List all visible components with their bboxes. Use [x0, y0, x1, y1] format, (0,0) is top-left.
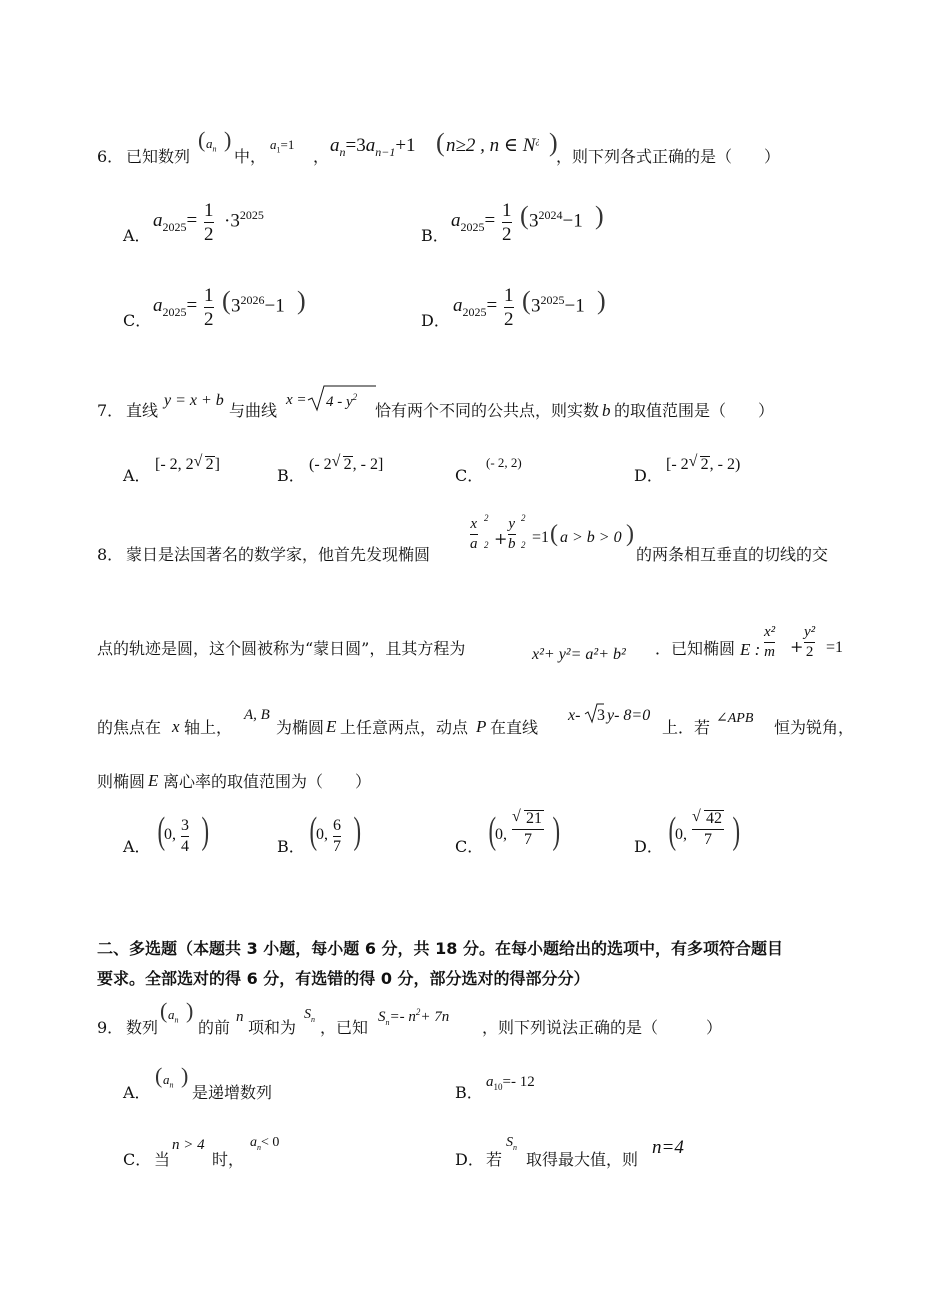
q6-brace-open: (	[198, 127, 206, 152]
q9-brace: (	[160, 998, 168, 1023]
section2-line1: 二、多选题（本题共 3 小题，每小题 6 分，共 18 分。在每小题给出的选项中，有多项符合题目	[97, 939, 783, 958]
q6-option-paren: )	[597, 286, 606, 315]
q8-points: A, B	[244, 707, 270, 723]
q9-number: 9．	[97, 1018, 124, 1037]
q8-option-frac: √ 42 7	[692, 808, 722, 848]
q6-option-frac: 1 2	[204, 200, 214, 245]
q6-paren: )	[549, 128, 558, 157]
q8-option-c-label[interactable]: C．	[455, 837, 484, 856]
q8-option-sqrt-icon: √ 42	[692, 808, 722, 827]
q8-text: 的两条相互垂直的切线的交	[636, 545, 829, 564]
q8-eq: =1	[532, 529, 550, 546]
q7-option-math: (- 2, 2)	[486, 455, 522, 470]
q9-optC-math: $a_n< 0$	[250, 1135, 280, 1152]
q6-option-frac: 1 2	[502, 200, 512, 245]
q8-xaxis: x	[172, 717, 180, 736]
q6-option-paren: (	[222, 286, 231, 315]
q8-text: 恒为锐角，	[774, 718, 855, 737]
q6-paren: (	[436, 128, 445, 157]
q8-option-paren: (	[309, 810, 318, 852]
q6-option-lhs: $a_{2025}=$	[453, 295, 498, 319]
q9-brace: )	[186, 998, 194, 1023]
q7-var: b	[602, 401, 611, 420]
q7-option-c-label[interactable]: C．	[455, 466, 484, 485]
q8-option-zero: 0,	[495, 826, 507, 843]
q8-text: 轴上，	[184, 718, 233, 737]
q8-line-rad: 3	[597, 707, 605, 724]
q8-line-post: y- 8=0	[607, 707, 651, 724]
q7-line-eq: y = x + b	[164, 392, 224, 409]
q8-option-zero: 0,	[675, 826, 687, 843]
q8-plus: +	[790, 637, 804, 656]
q7-option-math: (- 2 √ 2, - 2]	[309, 453, 384, 473]
q7-radicand: $4 - y^2$	[326, 392, 358, 410]
q8-text: 点的轨迹是圆，这个圆被称为“蒙日圆”，且其方程为	[97, 639, 466, 658]
q7-option-math: [- 2 √ 2, - 2)	[666, 453, 741, 473]
q9-optA-brace: (	[155, 1063, 163, 1088]
q6-option-c-label[interactable]: C．	[123, 311, 152, 330]
q8-text: 在直线	[490, 718, 539, 737]
q8-line: x-	[568, 707, 581, 724]
q7-curve: x =	[286, 392, 307, 408]
q9-text: 的前	[198, 1018, 231, 1037]
q8-text: 则椭圆	[97, 772, 146, 791]
q9-optC-cond: n > 4	[172, 1137, 205, 1153]
q8-P: P	[476, 717, 487, 736]
q8-option-b-label[interactable]: B．	[277, 837, 305, 856]
q6-option-lhs: $a_{2025}=$	[153, 210, 198, 234]
q8-sq: 2	[484, 513, 489, 523]
q8-text: 的焦点在	[97, 718, 162, 737]
q9-optD-S: $S_n$	[506, 1135, 517, 1152]
q8-option-frac: 6 7	[333, 817, 341, 855]
q8-option-paren: (	[488, 810, 497, 852]
q9-optA-label[interactable]: A．	[123, 1083, 151, 1102]
q6-option-rhs: $3^{2026}-1$	[231, 293, 285, 317]
q7-option-sqrt-icon: √ 2	[688, 453, 709, 473]
q8-option-paren: (	[668, 810, 677, 852]
q6-option-a-label[interactable]: A．	[123, 226, 151, 245]
q7-number: 7．	[97, 401, 124, 420]
q9-optC-text: 时，	[212, 1150, 245, 1169]
q9-optB-math: $a_{10}=-$ 12	[486, 1074, 535, 1092]
q9-optD-result: n=4	[652, 1137, 684, 1158]
q8-text: ．已知椭圆	[655, 639, 736, 658]
q9-optD-text: 取得最大值，则	[526, 1150, 639, 1169]
q8-option-zero: 0,	[164, 826, 176, 843]
q6-a1: $a_1=1$	[270, 137, 295, 155]
q8-option-paren: )	[201, 810, 210, 852]
q8-text: 上任意两点，动点	[340, 718, 469, 737]
q9-seq: $a_n$	[168, 1007, 179, 1025]
q8-paren: )	[626, 521, 634, 547]
q6-option-b-label[interactable]: B．	[421, 226, 449, 245]
q9-optD-text: 若	[486, 1150, 503, 1169]
q6-condition: n≥2 , n ∈ N¿	[446, 135, 540, 156]
q7-text: 的取值范围是（ ）	[614, 401, 775, 420]
q6-option-lhs: $a_{2025}=$	[153, 295, 198, 319]
q7-text: 恰有两个不同的公共点，则实数	[375, 401, 600, 420]
q7-option-a-label[interactable]: A．	[123, 466, 151, 485]
q9-n: n	[236, 1009, 244, 1025]
q6-option-rhs: $\cdot 3^{2025}$	[224, 208, 264, 232]
section2-heading	[97, 934, 783, 995]
q8-number: 8．	[97, 545, 124, 564]
q6-option-lhs: $a_{2025}=$	[451, 210, 496, 234]
q6-option-rhs: $3^{2025}-1$	[531, 293, 585, 317]
q8-sq: 2	[484, 540, 489, 550]
q6-comma: ，	[313, 147, 330, 166]
q8-ellipse-name: E :	[740, 640, 761, 659]
q6-option-d-label[interactable]: D．	[421, 311, 450, 330]
q7-text: 与曲线	[229, 401, 278, 420]
q9-optB-label[interactable]: B．	[455, 1083, 483, 1102]
q8-option-paren: (	[157, 810, 166, 852]
q6-seq: $a_n$	[206, 136, 217, 154]
q6-number: 6．	[97, 147, 124, 166]
q8-frac-y: y b	[508, 516, 516, 552]
q8-ell-frac1: x² m	[764, 624, 776, 660]
q8-option-sqrt-icon: √ 21	[512, 808, 542, 827]
q9-optC-text: 当	[154, 1150, 171, 1169]
q9-S: $S_n$	[304, 1007, 315, 1024]
q6-option-paren: (	[522, 286, 531, 315]
q8-paren: (	[550, 521, 558, 547]
q8-text: 上．若	[662, 718, 711, 737]
q7-option-math: [- 2, 2 √ 2]	[155, 453, 220, 473]
q6-option-rhs: $3^{2024}-1$	[529, 208, 583, 232]
q6-option-frac: 1 2	[504, 285, 514, 330]
q8-option-zero: 0,	[316, 826, 328, 843]
q6-brace-close: )	[224, 127, 232, 152]
q9-optA-brace: )	[181, 1063, 189, 1088]
q7-option-sqrt-icon: √ 2	[193, 453, 214, 473]
q7-option-b-label[interactable]: B．	[277, 466, 305, 485]
q9-formula: $S_n=-$ $n^2+ 7n$	[378, 1007, 450, 1027]
q8-sq: 2	[521, 513, 526, 523]
q8-option-paren: )	[353, 810, 362, 852]
q8-E: E	[326, 717, 337, 736]
q6-option-paren: )	[595, 201, 604, 230]
q9-optA-text: 是递增数列	[192, 1083, 273, 1102]
q8-E: E	[148, 771, 159, 790]
q7-option-d-label[interactable]: D．	[634, 466, 663, 485]
q8-option-paren: )	[732, 810, 741, 852]
q8-option-d-label[interactable]: D．	[634, 837, 663, 856]
q6-option-paren: )	[297, 286, 306, 315]
q9-text: ，已知	[320, 1018, 369, 1037]
q8-ell-frac2: y² 2	[804, 624, 816, 660]
q6-option-frac: 1 2	[204, 285, 214, 330]
q9-optD-label[interactable]: D．	[455, 1150, 484, 1169]
q9-optA-seq: $a_n$	[163, 1072, 174, 1090]
q8-option-frac: 3 4	[181, 817, 189, 855]
q8-text: 离心率的取值范围为（ ）	[163, 772, 372, 791]
q9-text: ，则下列说法正确的是（ ）	[482, 1018, 723, 1037]
q8-text: 为椭圆	[276, 718, 325, 737]
q8-cond: a > b > 0	[560, 529, 622, 546]
q9-optC-label[interactable]: C．	[123, 1150, 152, 1169]
q8-frac-x: x a	[470, 516, 478, 552]
q8-sq: 2	[521, 540, 526, 550]
q8-eq: =1	[826, 639, 844, 656]
q7-text: 直线	[126, 401, 159, 420]
q6-tail: ，则下列各式正确的是（ ）	[556, 147, 781, 166]
q6-recurrence: $a_n=3a_{n-1}+1$	[330, 135, 416, 159]
q8-text: 蒙日是法国著名的数学家，他首先发现椭圆	[126, 545, 431, 564]
q8-angle: ∠APB	[716, 711, 754, 726]
q6-text: 已知数列	[126, 147, 191, 166]
q9-text: 项和为	[248, 1018, 297, 1037]
q8-plus: +	[494, 529, 508, 548]
q9-text: 数列	[126, 1018, 159, 1037]
q6-text: 中，	[234, 147, 267, 166]
q8-circle: x²+ y²= a²+ b²	[532, 646, 626, 663]
q8-option-frac: √ 21 7	[512, 808, 542, 848]
q6-option-paren: (	[520, 201, 529, 230]
section2-line2: 要求。全部选对的得 6 分，有选错的得 0 分，部分选对的得部分分）	[97, 969, 590, 989]
q8-option-a-label[interactable]: A．	[123, 837, 151, 856]
q7-option-sqrt-icon: √ 2	[331, 453, 352, 473]
q8-option-paren: )	[552, 810, 561, 852]
